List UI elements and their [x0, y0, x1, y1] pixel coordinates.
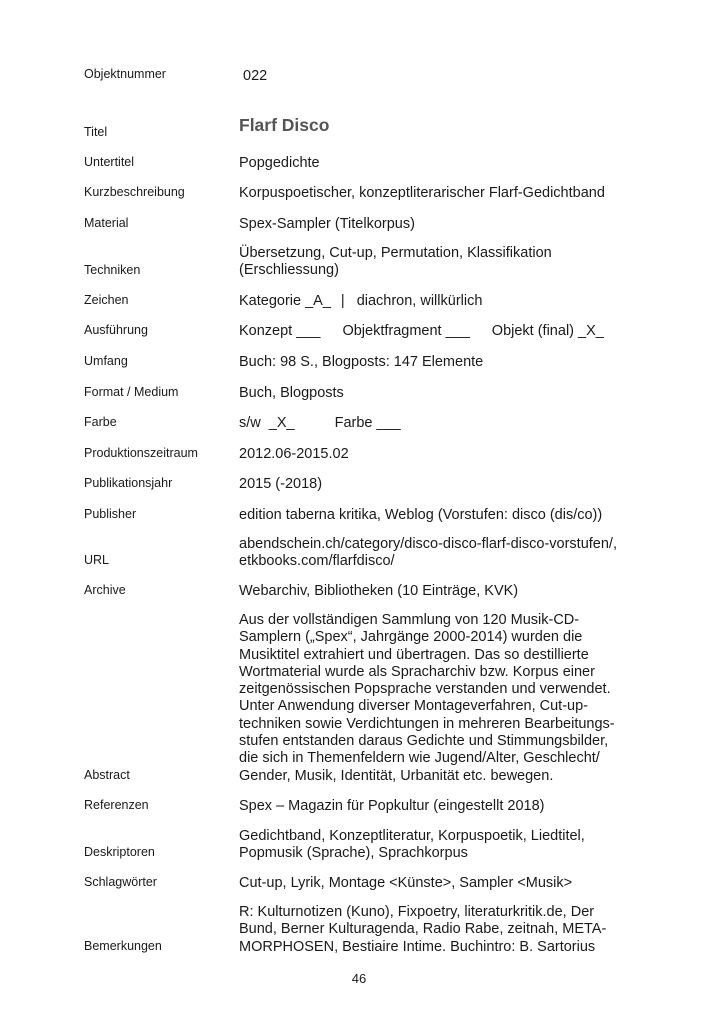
value-bemerkungen	[239, 904, 606, 956]
label-techniken: Techniken	[84, 263, 141, 277]
value-abstract	[239, 612, 615, 785]
value-publikationsjahr: 2015 (-2018)	[239, 476, 323, 492]
abstract-line: Aus der vollständigen Sammlung von 120 Musik-CD-	[239, 612, 580, 628]
label-archive: Archive	[84, 583, 126, 597]
label-deskriptoren: Deskriptoren	[84, 845, 155, 859]
deskriptoren-line: Gedichtband, Konzeptliteratur, Korpuspoetik, Liedtitel,	[239, 828, 585, 844]
abstract-line: Gender, Musik, Identität, Urbanität etc. bewegen.	[239, 767, 554, 784]
label-zeichen: Zeichen	[84, 293, 129, 307]
farbe-farbe: Farbe ___	[334, 415, 401, 431]
abstract-line: stufen entstanden daraus Gedichte und Stimmungsbilder,	[239, 733, 609, 750]
value-techniken	[239, 245, 552, 280]
label-referenzen: Referenzen	[84, 798, 149, 812]
label-url: URL	[84, 553, 110, 567]
abstract-line: die sich in Themenfeldern wie Jugend/Alter, Geschlecht/	[239, 750, 600, 767]
value-titel: Flarf Disco	[239, 115, 330, 135]
label-produktionszeitraum: Produktionszeitraum	[84, 446, 198, 460]
farbe-sw: s/w _X_	[239, 415, 295, 431]
label-material: Material	[84, 216, 129, 230]
ausfuehrung-objektfragment: Objektfragment ___	[342, 323, 470, 339]
label-format: Format / Medium	[84, 385, 179, 399]
abstract-line: Samplern („Spex“, Jahrgänge 2000-2014) wurden die	[239, 629, 583, 646]
label-schlagwoerter: Schlagwörter	[84, 875, 157, 889]
label-umfang: Umfang	[84, 354, 128, 368]
ausfuehrung-objekt-final: Objekt (final) _X_	[491, 323, 604, 339]
label-publisher: Publisher	[84, 507, 137, 521]
value-produktionszeitraum: 2012.06-2015.02	[239, 446, 349, 462]
url-line: etkbooks.com/flarfdisco/	[239, 553, 395, 570]
value-untertitel: Popgedichte	[239, 155, 320, 171]
value-publisher: edition taberna kritika, Weblog (Vorstufen: disco (dis/co))	[239, 507, 603, 523]
value-umfang: Buch: 98 S., Blogposts: 147 Elemente	[239, 354, 484, 370]
bemerkungen-line: Bund, Berner Kulturagenda, Radio Rabe, zeitnah, META-	[239, 921, 607, 938]
label-untertitel: Untertitel	[84, 155, 135, 169]
value-objektnummer: 022	[243, 68, 268, 84]
value-kurzbeschreibung: Korpuspoetischer, konzeptliterarischer Flarf-Gedichtband	[239, 185, 605, 201]
value-zeichen	[239, 293, 482, 310]
zeichen-art: diachron, willkürlich	[356, 293, 483, 309]
value-archive: Webarchiv, Bibliotheken (10 Einträge, KVK)	[239, 583, 519, 599]
zeichen-separator: |	[340, 293, 345, 309]
ausfuehrung-konzept: Konzept ___	[239, 323, 321, 339]
bemerkungen-line: MORPHOSEN, Bestiaire Intime. Buchintro: B. Sartorius	[239, 938, 596, 955]
value-referenzen: Spex – Magazin für Popkultur (eingestellt 2018)	[239, 798, 545, 814]
abstract-line: Unter Anwendung diverser Montageverfahren, Cut-up-	[239, 698, 588, 715]
deskriptoren-line: Popmusik (Sprache), Sprachkorpus	[239, 845, 468, 862]
value-ausfuehrung	[239, 323, 604, 340]
label-farbe: Farbe	[84, 415, 117, 429]
abstract-line: zeitgenössischen Popsprache verstanden und verwendet.	[239, 681, 611, 698]
techniken-line: Übersetzung, Cut-up, Permutation, Klassifikation	[239, 245, 552, 261]
value-format: Buch, Blogposts	[239, 385, 344, 401]
abstract-line: Musiktitel extrahiert und übertragen. Das so destillierte	[239, 646, 589, 663]
value-url	[239, 536, 617, 571]
label-objektnummer: Objektnummer	[84, 67, 166, 81]
label-publikationsjahr: Publikationsjahr	[84, 476, 173, 490]
value-farbe	[239, 415, 401, 432]
page-number: 46	[351, 971, 367, 986]
label-titel: Titel	[84, 125, 108, 139]
abstract-line: techniken sowie Verdichtungen in mehreren Bearbeitungs-	[239, 715, 615, 732]
label-ausfuehrung: Ausführung	[84, 323, 148, 337]
label-abstract: Abstract	[84, 768, 130, 782]
label-kurzbeschreibung: Kurzbeschreibung	[84, 185, 185, 199]
techniken-line: (Erschliessung)	[239, 262, 339, 279]
value-schlagwoerter: Cut-up, Lyrik, Montage <Künste>, Sampler <Musik>	[239, 875, 573, 891]
bemerkungen-line: R: Kulturnotizen (Kuno), Fixpoetry, literaturkritik.de, Der	[239, 904, 595, 920]
value-material: Spex-Sampler (Titelkorpus)	[239, 216, 415, 232]
value-deskriptoren	[239, 828, 585, 863]
abstract-line: Wortmaterial wurde als Spracharchiv bzw. Korpus einer	[239, 663, 595, 680]
url-line: abendschein.ch/category/disco-disco-flarf-disco-vorstufen/,	[239, 536, 617, 552]
zeichen-kategorie: Kategorie _A_	[239, 293, 331, 309]
label-bemerkungen: Bemerkungen	[84, 939, 162, 953]
